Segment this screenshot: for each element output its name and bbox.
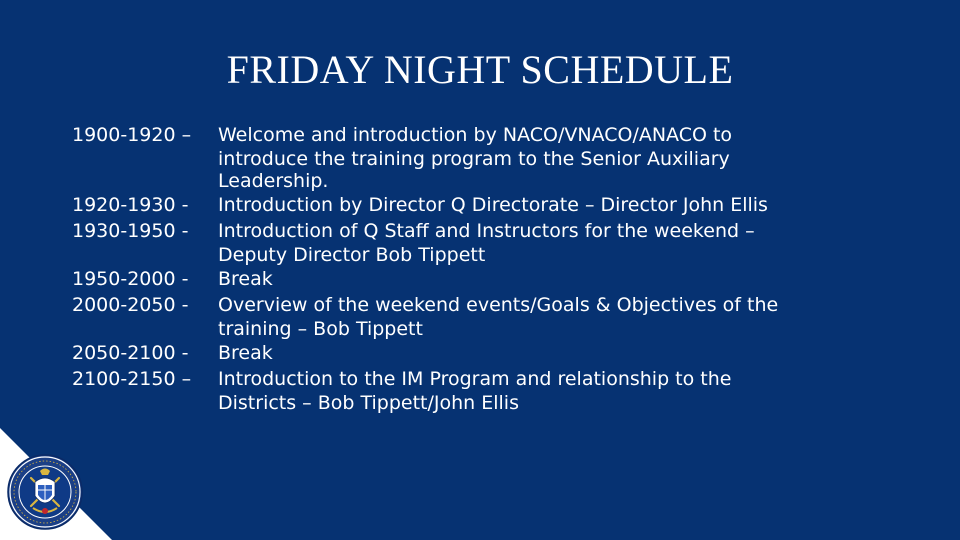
schedule-time: 2100-2150 –	[72, 368, 192, 390]
schedule-description	[218, 192, 872, 218]
schedule-row	[72, 292, 872, 340]
description-line: Deputy Director Bob Tippett	[218, 244, 486, 266]
auxiliary-seal-icon	[7, 454, 83, 530]
schedule-time: 1920-1930 -	[72, 194, 189, 216]
schedule-time: 2000-2050 -	[72, 294, 189, 316]
description-line: Districts – Bob Tippett/John Ellis	[218, 392, 519, 414]
slide-title: FRIDAY NIGHT SCHEDULE	[226, 47, 734, 92]
schedule-row	[72, 266, 872, 292]
description-line: Break	[218, 342, 273, 364]
description-line: Overview of the weekend events/Goals & Objectives of the	[218, 294, 779, 316]
schedule-row	[72, 218, 872, 266]
schedule-list	[72, 122, 872, 414]
description-line: Leadership.	[218, 170, 329, 192]
description-line: Introduction of Q Staff and Instructors for the weekend –	[218, 220, 755, 242]
schedule-time: 1950-2000 -	[72, 268, 189, 290]
schedule-time: 1900-1920 –	[72, 124, 192, 146]
schedule-time: 2050-2100 -	[72, 342, 189, 364]
schedule-description	[218, 292, 872, 340]
description-line: Welcome and introduction by NACO/VNACO/ANACO to	[218, 124, 733, 146]
schedule-description	[218, 218, 872, 266]
schedule-row	[72, 366, 872, 414]
schedule-time: 1930-1950 -	[72, 220, 189, 242]
description-line: Introduction by Director Q Directorate – Director John Ellis	[218, 194, 768, 216]
description-line: introduce the training program to the Senior Auxiliary	[218, 148, 730, 170]
schedule-description	[218, 122, 872, 192]
description-line: Break	[218, 268, 273, 290]
description-line: training – Bob Tippett	[218, 318, 423, 340]
schedule-description	[218, 340, 872, 366]
schedule-description	[218, 366, 872, 414]
schedule-row	[72, 192, 872, 218]
schedule-description	[218, 266, 872, 292]
schedule-row	[72, 122, 872, 192]
schedule-row	[72, 340, 872, 366]
description-line: Introduction to the IM Program and relationship to the	[218, 368, 732, 390]
